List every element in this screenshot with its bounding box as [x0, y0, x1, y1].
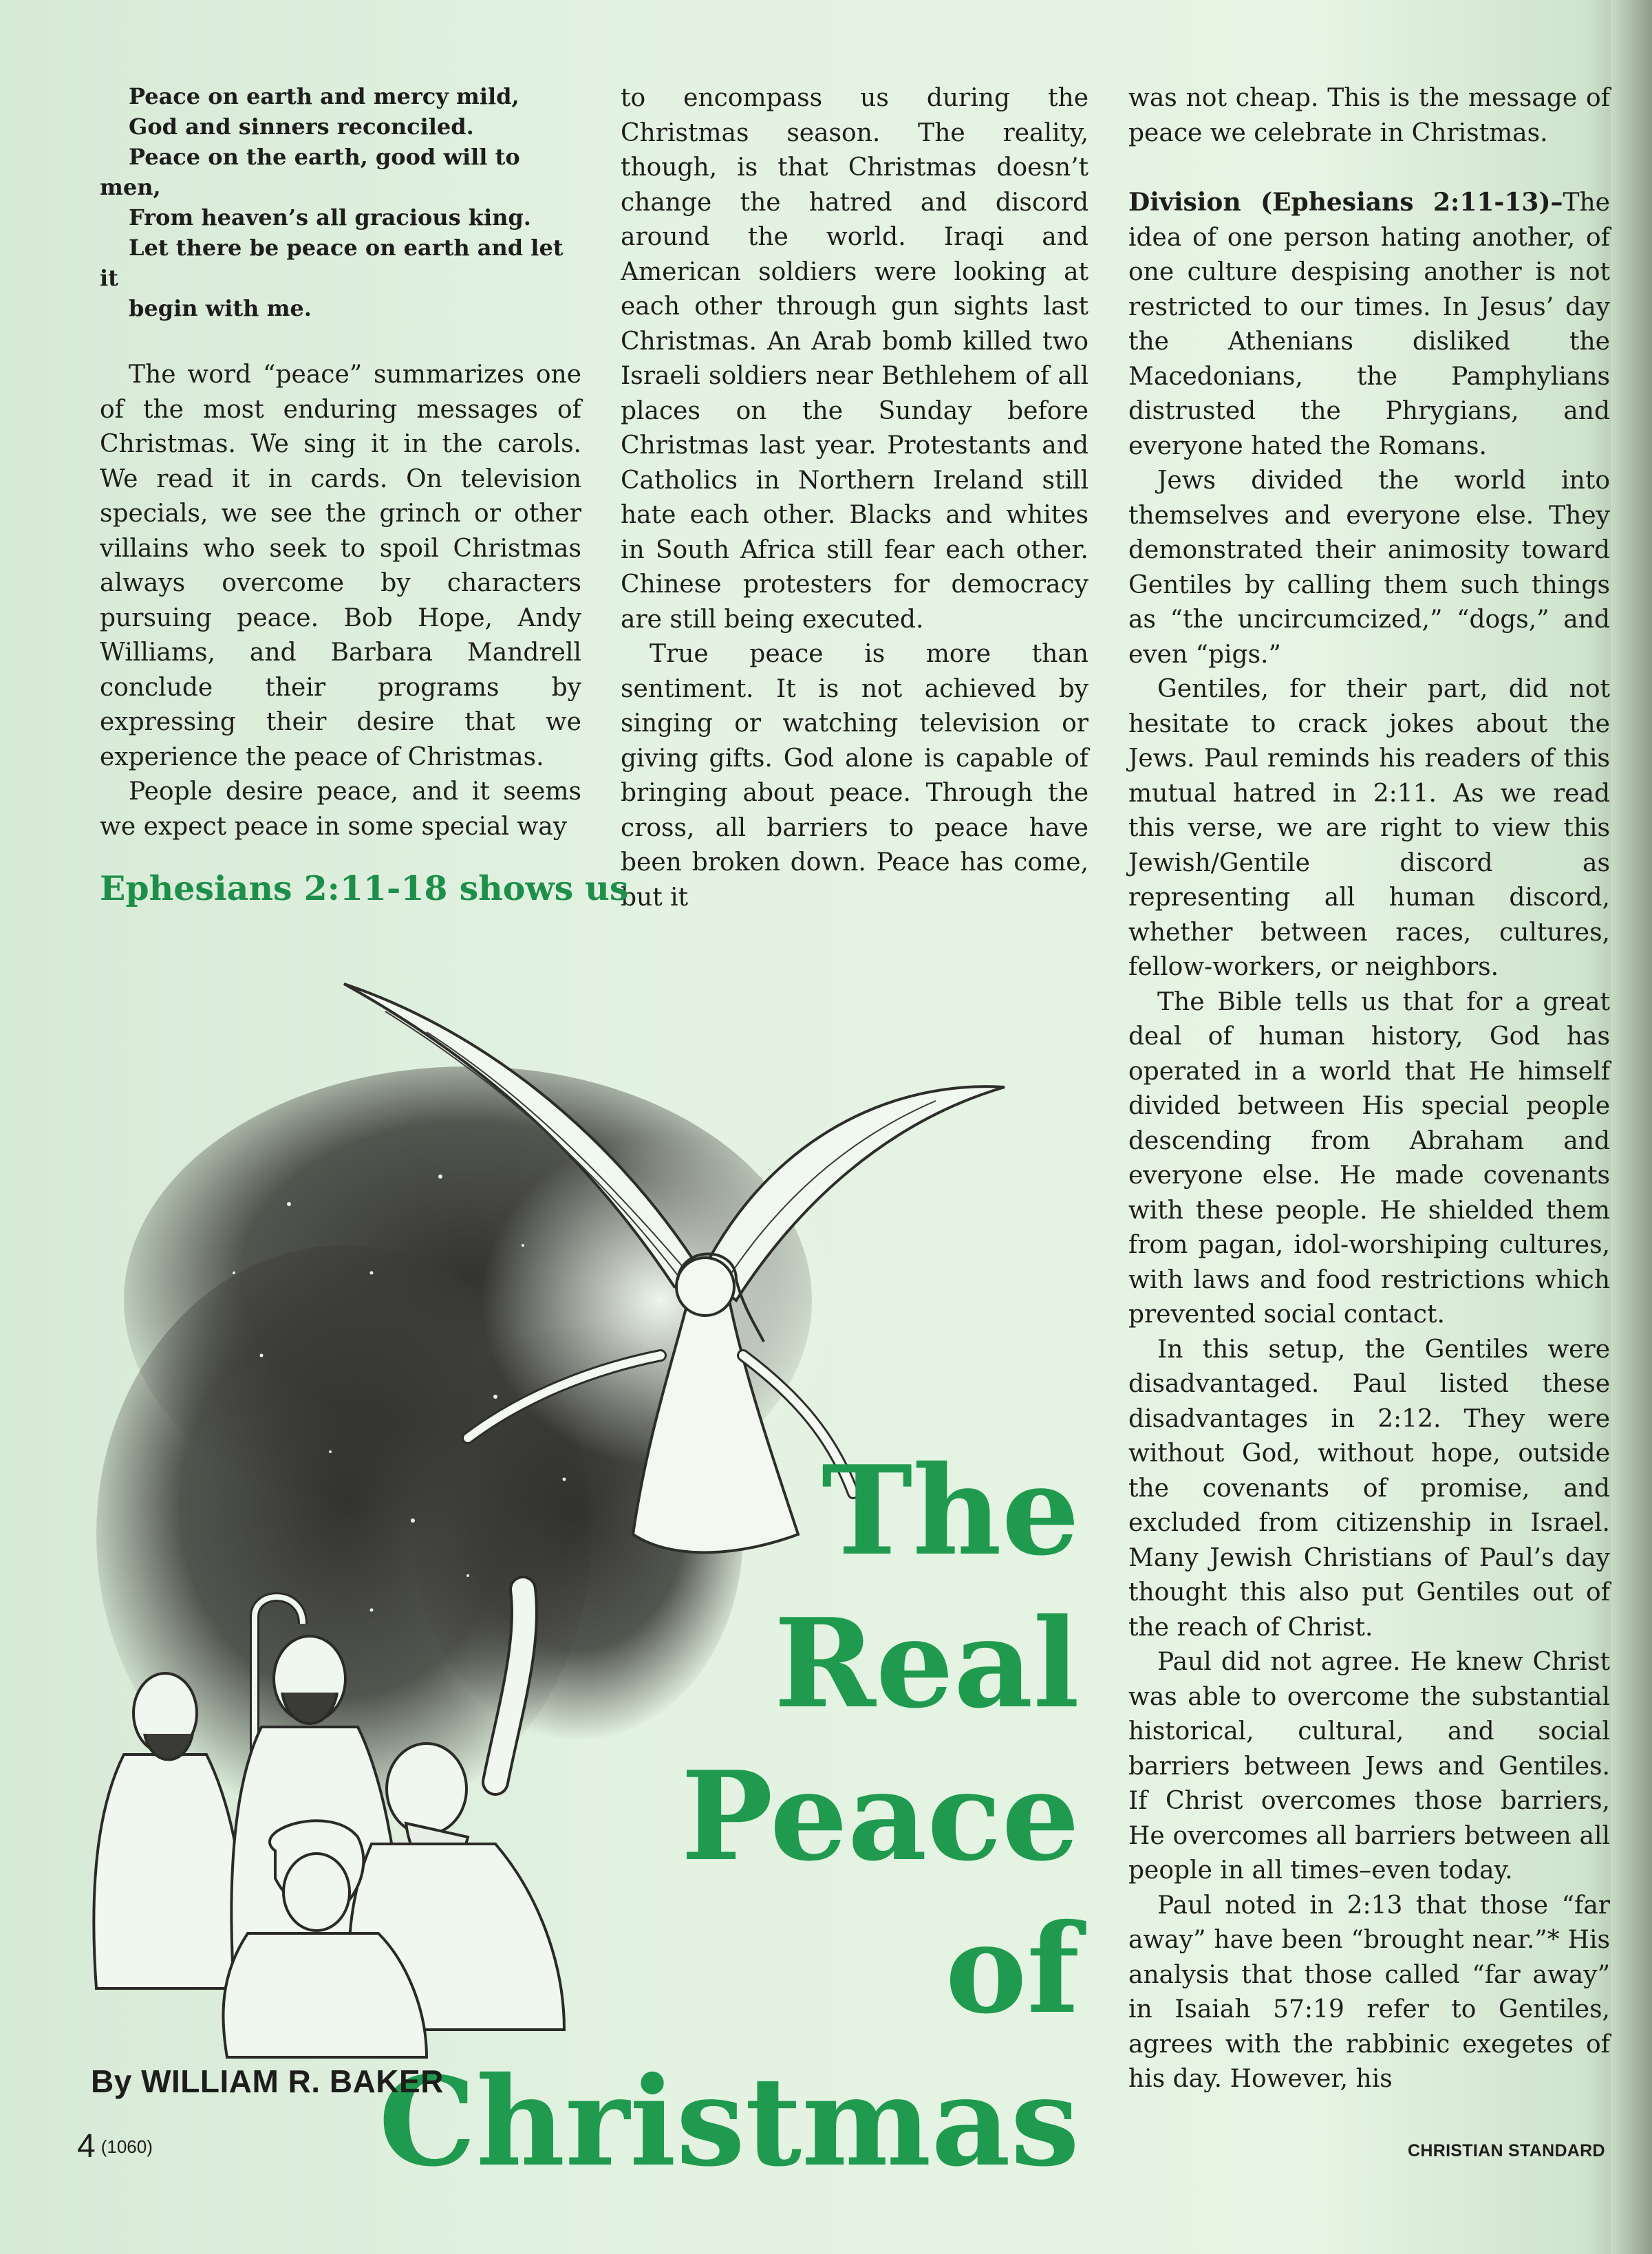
body-paragraph: The word “peace” summarizes one of the most enduring messages of Christmas. We sing it in the carols. We read it in cards. On television specials, we see the grinch or other villains who seek to spoil Christmas always overcome by characters pursuing peace. Bob Hope, Andy Williams, and Barbara Mandrell conclude their programs by expressing their desire that we experience the peace of Christmas. [100, 361, 581, 771]
article-title [378, 1435, 1080, 2198]
section-heading: Division (Ephesians 2:11-13)– [1128, 188, 1563, 217]
poem-line: begin with me. [129, 295, 312, 321]
title-line: Real [773, 1591, 1080, 1735]
section-paragraph [1128, 185, 1610, 464]
body-paragraph: to encompass us during the Christmas season. The reality, though, is that Christmas doesn’t change the hatred and discord around the world. Iraqi and American soldiers were looking at each other through gun sights last Christmas. An Arab bomb killed two Israeli soldiers near Bethlehem of all places on the Sunday before Christmas last year. Protestants and Catholics in Northern Ireland still hate each other. Blacks and whites in South Africa still fear each other. Chinese protesters for democracy are still being executed. [621, 84, 1088, 634]
section-text: The idea of one person hating another, of one culture despising another is not restricted to our times. In Jesus’ day the Athenians disliked the Macedonians, the Pamphylians distrusted the Phrygians, and everyone hated the Romans. [1128, 189, 1610, 460]
poem-stanza-3 [100, 233, 581, 323]
page-number-value: 4 [77, 2128, 96, 2165]
page-spine-shadow [1611, 0, 1652, 2254]
column-3 [1128, 81, 1610, 2097]
poem-line: Peace on the earth, good will to men, [100, 144, 520, 200]
column-2 [621, 81, 1088, 915]
issue-page-number: (1060) [100, 2136, 153, 2157]
body-paragraph: True peace is more than sentiment. It is not achieved by singing or watching television or giving gifts. God alone is capable of bringing about peace. Through the cross, all barriers to peace have been broken down. Peace has come, but it [621, 640, 1088, 912]
title-line: Christmas [378, 2050, 1080, 2193]
poem-stanza-2 [100, 142, 581, 233]
title-line: of [945, 1897, 1080, 2041]
body-paragraph: People desire peace, and it seems we expect peace in some special way [100, 777, 581, 841]
publication-name: CHRISTIAN STANDARD [1408, 2141, 1605, 2160]
title-line: The [821, 1439, 1080, 1582]
body-paragraph: Jews divided the world into themselves and everyone else. They demonstrated their animosity toward Gentiles by calling them such things as “the uncircumcized,” “dogs,” and even “pigs.” [1128, 466, 1610, 669]
body-paragraph: In this setup, the Gentiles were disadvantaged. Paul listed these disadvantages in 2:12. They were without God, without hope, outside the covenants of promise, and excluded from citizenship in Israel. Many Jewish Christians of Paul’s day thought this also put Gentiles out of the reach of Christ. [1128, 1335, 1610, 1642]
body-paragraph: Paul noted in 2:13 that those “far away” have been “brought near.”* His analysis that those called “far away” in Isaiah 57:19 refer to Gentiles, agrees with the rabbinic exegetes of his day. However, his [1128, 1891, 1610, 2093]
title-line: Peace [680, 1744, 1080, 1888]
body-paragraph: Paul did not agree. He knew Christ was able to overcome the substantial historical, cultural, and social barriers between Jews and Gentiles. If Christ overcomes those barriers, He overcomes all barriers between all people in all times–even today. [1128, 1648, 1610, 1885]
poem-line: From heaven’s all gracious king. [129, 204, 531, 230]
body-paragraph: The Bible tells us that for a great deal of human history, God has operated in a world that He himself divided between His special people descending from Abraham and everyone else. He made covenants with these people. He shielded them from pagan, idol-worshiping cultures, with laws and food restrictions which prevented social contact. [1128, 987, 1610, 1329]
byline: By WILLIAM R. BAKER [91, 2063, 444, 2099]
body-paragraph: was not cheap. This is the message of peace we celebrate in Christmas. [1128, 84, 1610, 147]
body-paragraph: Gentiles, for their part, did not hesitate to crack jokes about the Jews. Paul reminds his readers of this mutual hatred in 2:11. As we read this verse, we are right to view this Jewish/Gentile discord as representing all human discord, whether between races, cultures, fellow-workers, or neighbors. [1128, 675, 1610, 981]
article-kicker: Ephesians 2:11-18 shows us [100, 868, 629, 908]
page-number [77, 2127, 153, 2165]
column-1 [100, 81, 581, 844]
poem-line: God and sinners reconciled. [129, 114, 474, 140]
poem-stanza-1 [100, 81, 581, 142]
poem-line: Let there be peace on earth and let it [100, 235, 564, 291]
poem-line: Peace on earth and mercy mild, [129, 83, 519, 109]
